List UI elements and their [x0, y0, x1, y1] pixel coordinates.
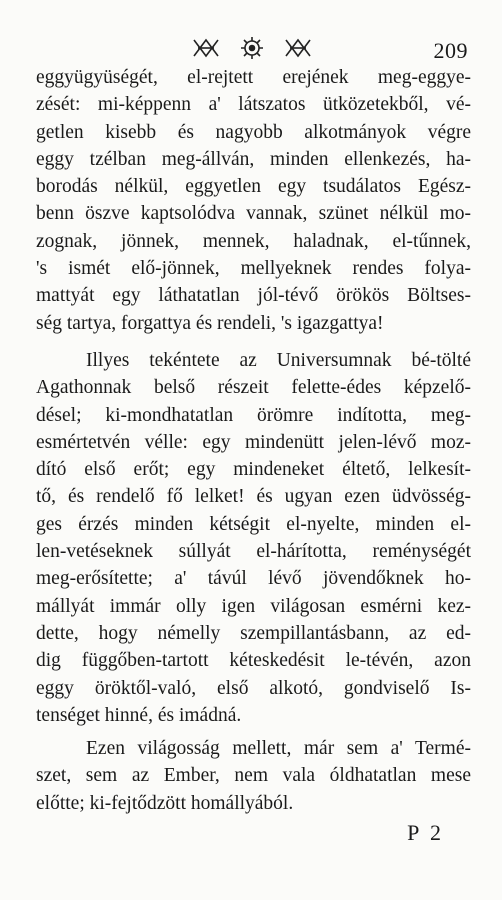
text-line: zognak, jönnek, mennek, haladnak, el-tűnnek,: [36, 230, 471, 252]
paragraph-2: [36, 347, 471, 729]
text-line: esmértetvén vélle: egy mindenütt jelen-lévő moz-: [36, 431, 471, 453]
page-number: 209: [433, 38, 468, 63]
text-line: borodás nélkül, eggyetlen egy tsudálatos Egész-: [36, 176, 471, 198]
text-line: Agathonnak belső részeit felette-édes képzelő-: [36, 377, 471, 399]
text-line: mállyát immár olly igen világosan esmérni kez-: [36, 595, 471, 617]
text-line: Ezen világosság mellett, már sem a' Termé-: [86, 738, 471, 759]
text-line: mattyát egy láthatatlan jól-tévő örökös Böltses-: [36, 285, 471, 307]
text-line: eggy tzélban meg-állván, minden ellenkezés, ha-: [36, 148, 471, 170]
printers-ornament-icon: [190, 36, 314, 60]
text-line: dette, hogy némelly szempillantásbann, az ed-: [36, 622, 471, 644]
page-header: [0, 34, 502, 64]
text-line: ges érzés minden kétségit el-nyelte, minden el-: [36, 513, 471, 535]
text-line: getlen kisebb és nagyobb alkotmányok végre: [36, 121, 471, 143]
text-line: tő, és rendelő fő lelket! és ugyan ezen üdvösség-: [36, 486, 471, 508]
text-line: benn öszve kaptsolódva vannak, szünet nélkül mo-: [36, 203, 471, 225]
text-line: zését: mi-képpenn a' látszatos ütközetekből, vé-: [36, 94, 471, 116]
text-line: tenséget hinné, és imádná.: [36, 704, 242, 726]
text-line: 's ismét elő-jönnek, mellyeknek rendes folya-: [36, 258, 471, 280]
text-line: előtte; ki-fejtődzött homállyából.: [36, 792, 294, 814]
text-line: szet, sem az Ember, nem vala óldhatatlan mese: [36, 765, 471, 787]
text-line: eggyügyüségét, el-rejtett erejének meg-eggye-: [36, 67, 471, 88]
signature-mark: P 2: [407, 820, 444, 845]
text-line: eggy öröktől-való, első alkotó, gondviselő Is-: [36, 677, 471, 699]
paragraph-1: [36, 64, 471, 337]
text-line: dig függőben-tartott kéteskedésit le-tévén, azon: [36, 650, 471, 672]
text-line: désel; ki-mondhatatlan örömre indította, meg-: [36, 404, 471, 426]
text-line: dító első erőt; egy mindeneket éltető, lelkesít-: [36, 459, 471, 481]
paragraph-3: [36, 735, 471, 817]
text-line: meg-erősítette; a' távúl lévő jövendőknek ho-: [36, 568, 471, 590]
text-line: Illyes tekéntete az Universumnak bé-tölté: [86, 350, 471, 371]
text-line: ség tartya, forgattya és rendeli, 's igazgattya!: [36, 312, 384, 334]
text-line: len-vetéseknek súllyát el-hárította, reménységét: [36, 541, 471, 563]
